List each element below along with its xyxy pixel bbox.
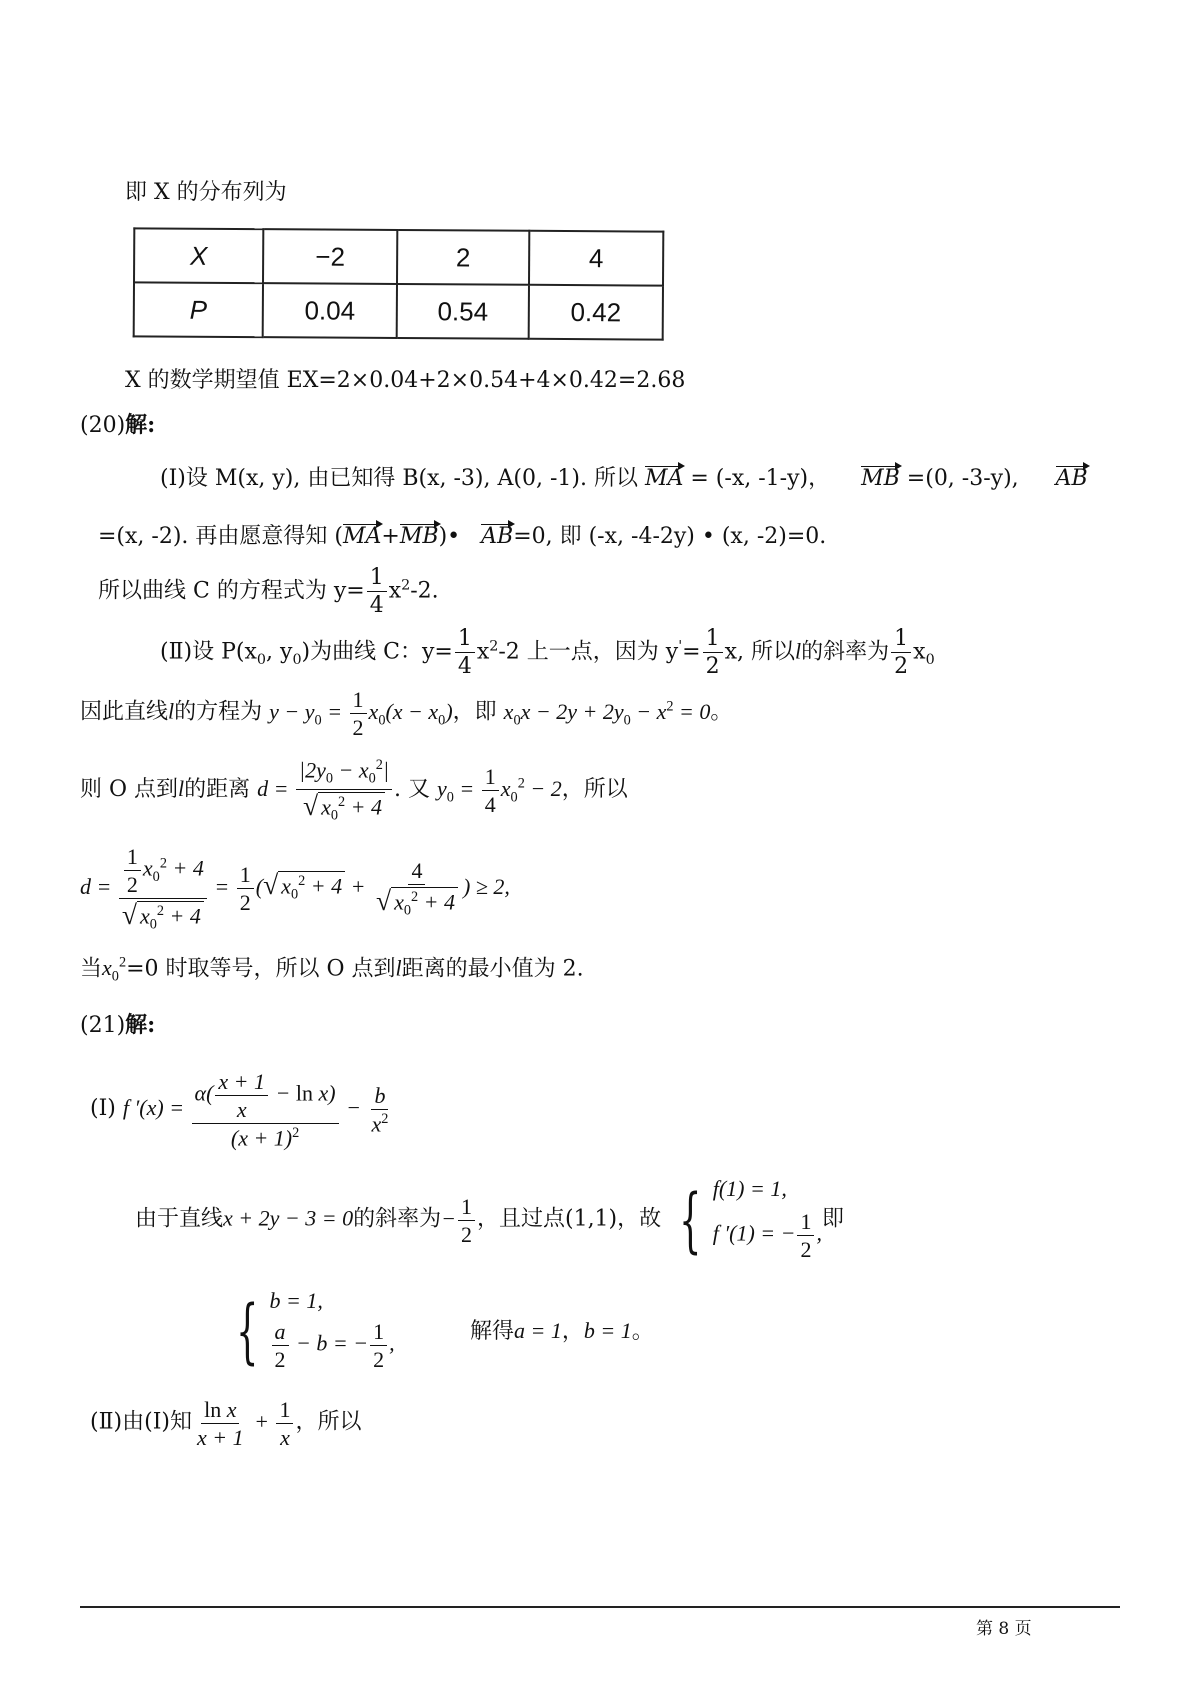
q21-part2-line: (Ⅱ)由(Ⅰ)知 $\frac{\text{ln x}}{x + 1}$ + $\frac{1}{x}$ ，所以 [90, 1397, 362, 1451]
q21-p2-text-d: ，故 [617, 1206, 662, 1232]
q20-line-equation: 因此直线l的方程为 $y - y_0$ = $\frac{1}{2}$ $x_0(x - x_0)$，即 $x_0x - 2y + 2y_0 - x^2 = 0$。 [80, 687, 733, 741]
formula-line-standard: $x_0x - 2y + 2y_0 - x^2 = 0$ [503, 698, 711, 729]
table-row-p [134, 282, 663, 339]
q21-derivative-line [90, 1070, 393, 1150]
q21-number: (21) [80, 1013, 126, 1038]
q20-line6-text-a: 则 O 点到 [80, 776, 179, 802]
table-header-p: P [134, 282, 263, 337]
system-of-equations-1: { f(1) = 1, f ′(1) = − $\frac{1}{2}$ , [679, 1176, 822, 1263]
vector-ma-2: MA [343, 524, 382, 549]
q20-curve-equation: 所以曲线 C 的方程式为 y= $\frac{1}{4}$ $x^2-2$. [98, 565, 439, 619]
q20-line5-text-a: 因此直线 [80, 699, 169, 725]
q20-number: (20) [80, 413, 126, 438]
q21-solve-label: 解得 [470, 1319, 515, 1344]
q20-distance-line: 则 O 点到l的距离 d = $|2y_0 - x_0^2|$ √ $x_0^2 + 4$ . 又 $y_0$ = $\frac{1}{4}$ $x_0^2 - 2$，所以 [80, 757, 628, 824]
q20-curve-text-c: -2. [410, 578, 439, 604]
q20-line8-text-a: 当 [80, 956, 103, 982]
q20-p4-text-i: x [913, 639, 926, 665]
q21-p2-text-c: ，且过点 [476, 1206, 565, 1232]
q20-conclusion: 当$x_0^2=0$ 时取等号，所以 O 点到l距离的最小值为 2. [80, 955, 584, 985]
q21-p4-end: ，所以 [295, 1409, 362, 1435]
q20-header [80, 414, 155, 437]
q20-p1-text-c: =(0, -3-y), [906, 466, 1019, 491]
footer-divider [80, 1606, 1120, 1608]
q20-line8-text-b: =0 时取等号，所以 O 点到 [126, 956, 396, 982]
table-cell-x-3: 4 [529, 231, 663, 286]
q20-line6-text-c: . 又 [394, 776, 430, 802]
q20-line5-text-b: 的方程为 [174, 699, 263, 725]
q20-p4-text-a: (Ⅱ)设 P(x [160, 639, 257, 665]
q20-p2-text-c: =0, 即 (-x, -4-2y) • (x, -2)=0. [513, 524, 827, 549]
formula-distance: d = $|2y_0 - x_0^2|$ √ $x_0^2 + 4$ [257, 776, 394, 801]
q20-p4-text-g: x, 所以 [724, 639, 795, 665]
vector-mb: MB [861, 466, 900, 491]
formula-distance-inequality: d = $\frac{1}{2}$ $x_0^2 + 4$ √ $x_0^2 + 4$ = $\frac{1}{2}$ ( √ $x_0^2 + 4$ + 4 √ $x_0^2 + 4$ ) ≥ 2, [80, 844, 510, 933]
q21-p4-label: (Ⅱ)由(Ⅰ)知 [90, 1409, 192, 1435]
table-row-x [134, 228, 663, 285]
q20-line8-text-c: 距离的最小值为 2. [401, 956, 584, 982]
q20-solution-word: 解: [125, 412, 156, 438]
q21-solution-word: 解: [125, 1012, 156, 1038]
q21-header [80, 1014, 155, 1037]
vector-ab: AB [1055, 466, 1088, 491]
q20-p2-text-b: )• [438, 524, 461, 549]
vector-mb-2: MB [399, 524, 439, 549]
q20-p4-text-f: = [682, 639, 701, 665]
table-cell-p-1: 0.04 [263, 283, 397, 338]
q21-p2-text-a: 由于直线 [135, 1206, 224, 1232]
q20-line6-text-d: ，所以 [561, 776, 628, 802]
q20-part2-line1: (Ⅱ)设 $P(x_0$, $y_0$)为曲线 C：y= $\frac{1}{4}$ $x^2-2$ 上一点，因为 y'= $\frac{1}{2}$ x, 所以l的斜率为 $\frac{1}{2}$ $x_0$ [160, 626, 935, 680]
q21-p1-label: (Ⅰ) [90, 1095, 116, 1121]
q20-line5-text-c: ，即 [452, 699, 497, 725]
q20-p4-text-d: x [476, 639, 490, 665]
q20-p4-text-h: 的斜率为 [801, 639, 890, 665]
table-cell-x-1: −2 [263, 229, 397, 284]
system-of-equations-2: { b = 1, $\frac{a}{2}$ − b = − $\frac{1}{2}$ , [236, 1288, 395, 1373]
q20-part1-line2: =(x, -2). 再由愿意得知 (MA+MB)• AB=0, 即 (-x, -4-2y) • (x, -2)=0. [98, 524, 827, 549]
vector-ma: MA [644, 466, 684, 491]
q20-part1-line1 [160, 466, 1088, 490]
formula-derivative: f ′(x) = α( $\frac{x + 1}{x}$ − ln x) $(x + 1)^2$ − $\frac{b}{x^2}$ [122, 1069, 389, 1151]
q21-solution-result: 解得a = 1，b = 1。 [470, 1318, 654, 1344]
table-cell-x-2: 2 [397, 230, 529, 285]
table-cell-p-2: 0.54 [397, 284, 529, 339]
frac-1-4: $\frac{1}{4}$ [367, 566, 387, 617]
q20-p1-text-b: = (-x, -1-y)， [690, 466, 831, 491]
q20-line5-text-d: 。 [710, 699, 733, 725]
q20-p1-text-a: (Ⅰ)设 M(x, y), 由已知得 B(x, -3), A(0, -1). 所以 [160, 466, 638, 491]
formula-y0: $y_0$ = $\frac{1}{4}$ $x_0^2 - 2$ [437, 764, 562, 818]
q20-curve-text-b: x [388, 578, 402, 604]
q20-line6-text-b: 的距离 [184, 776, 251, 802]
q21-p2-text-e: 即 [821, 1206, 844, 1232]
q20-p2-text-a: =(x, -2). 再由愿意得知 ( [98, 524, 343, 549]
page-number: 第 8 页 [976, 1619, 1032, 1639]
vector-ab-2: AB [481, 524, 514, 549]
q20-p4-text-c: )为曲线 C：y= [301, 639, 453, 665]
table-cell-p-3: 0.42 [529, 285, 663, 340]
q20-curve-text-a: 所以曲线 C 的方程式为 y= [98, 578, 365, 604]
q20-p4-text-e: -2 上一点，因为 y [498, 639, 679, 665]
q20-p4-text-b: , y [266, 639, 293, 665]
formula-tangent-line: $y - y_0$ = $\frac{1}{2}$ $x_0(x - x_0)$ [269, 687, 453, 741]
intro-text: 即 X 的分布列为 [125, 180, 287, 205]
expectation-text: X 的数学期望值 EX=2×0.04+2×0.54+4×0.42=2.68 [125, 368, 686, 393]
distribution-table [133, 227, 665, 340]
q21-p2-text-b: 的斜率为 [353, 1206, 442, 1232]
table-header-x: X [134, 228, 263, 283]
q21-tangent-condition: 由于直线x + 2y − 3 = 0的斜率为− $\frac{1}{2}$ ，且过点(1,1)，故 { f(1) = 1, f ′(1) = − $\frac{1}{2}$ , 即 [135, 1176, 844, 1263]
